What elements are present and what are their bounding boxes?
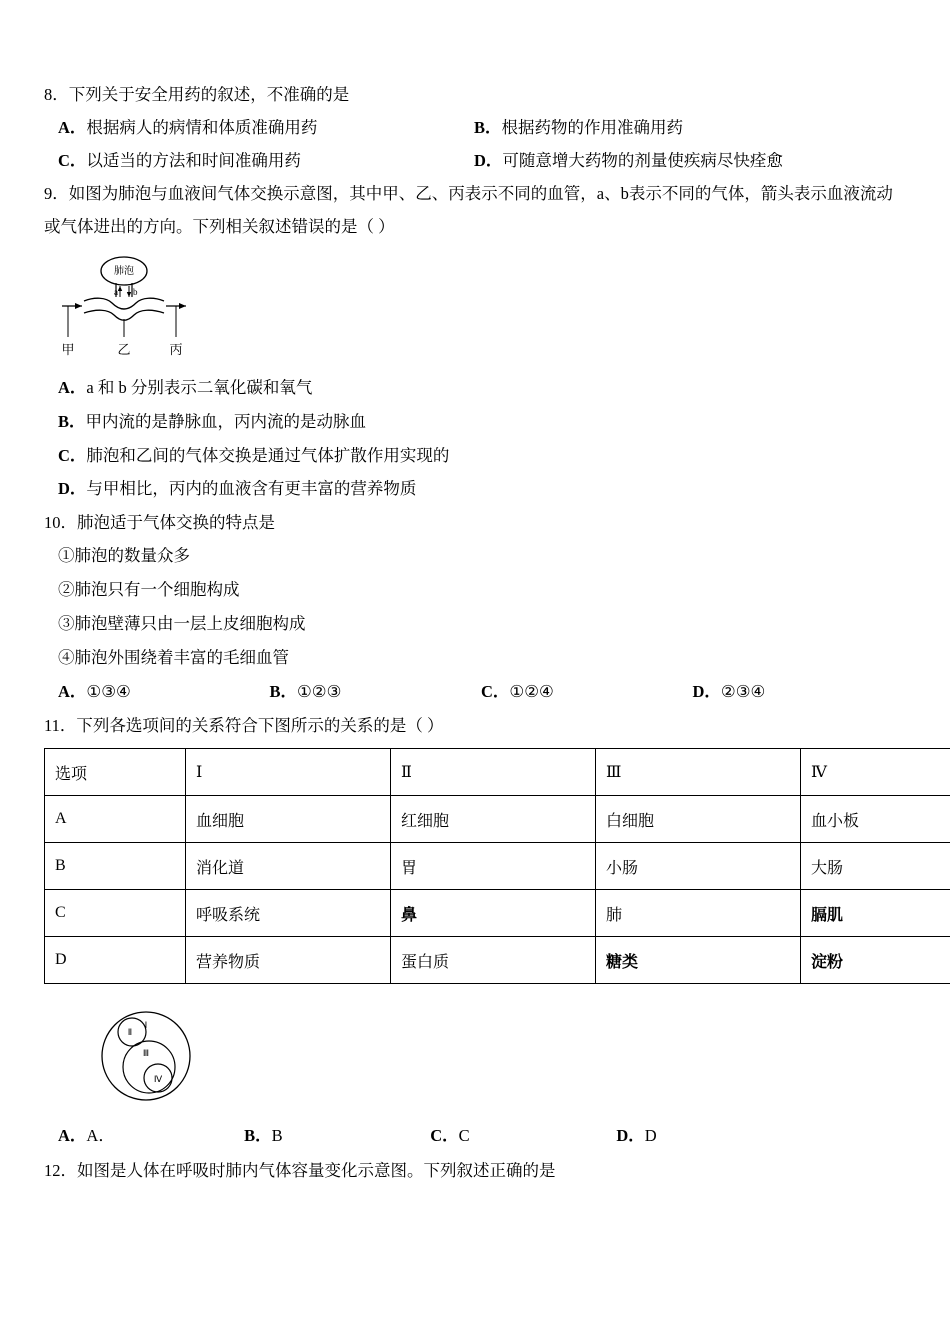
- option-text: ①③④: [86, 681, 131, 701]
- question-8-number: 8．: [44, 85, 69, 104]
- option-text: B: [271, 1126, 283, 1146]
- svg-text:甲: 甲: [61, 342, 75, 357]
- question-10-number: 10．: [44, 513, 77, 533]
- question-9-stem-line1: [44, 177, 904, 210]
- table-cell: 膈肌: [801, 890, 950, 937]
- option-letter: D．: [58, 479, 87, 499]
- question-10-option-d[interactable]: [693, 675, 905, 710]
- page-content: [44, 78, 904, 1187]
- option-text: 根据病人的病情和体质准确用药: [86, 118, 318, 137]
- table-cell: 糖类: [596, 937, 801, 984]
- svg-text:Ⅰ: Ⅰ: [144, 1020, 148, 1031]
- venn-diagram-svg: [84, 1000, 234, 1110]
- table-cell: D: [45, 937, 186, 984]
- table-header-row: [45, 749, 950, 796]
- option-letter: B．: [58, 411, 86, 431]
- question-10-statement-1: ①肺泡的数量众多: [58, 546, 190, 566]
- table-cell: 呼吸系统: [186, 890, 391, 937]
- question-11-stem: [44, 709, 904, 742]
- question-10-option-c[interactable]: [481, 675, 693, 710]
- question-10-statement-4: ④肺泡外围绕着丰富的毛细血管: [58, 647, 289, 667]
- table-row: [45, 937, 950, 984]
- alveolus-gas-exchange-figure: [54, 253, 254, 363]
- relationship-table: [44, 748, 950, 984]
- option-letter: D．: [474, 151, 503, 170]
- option-text: 以适当的方法和时间准确用药: [86, 151, 301, 170]
- question-9-stem-line2: [44, 210, 904, 243]
- question-9-option-b[interactable]: [44, 405, 904, 439]
- table-row: [45, 843, 950, 890]
- option-letter: C．: [58, 445, 87, 465]
- question-8-stem: [44, 78, 904, 111]
- question-9-option-d[interactable]: [44, 472, 904, 506]
- svg-text:Ⅳ: Ⅳ: [153, 1074, 163, 1085]
- svg-text:肺泡: 肺泡: [114, 266, 134, 277]
- question-10-statement-2: ②肺泡只有一个细胞构成: [58, 580, 240, 600]
- question-10-statement-3: ③肺泡壁薄只由一层上皮细胞构成: [58, 613, 306, 633]
- table-cell: 鼻: [391, 890, 596, 937]
- svg-text:乙: 乙: [117, 342, 131, 357]
- option-letter: A．: [58, 1126, 87, 1146]
- table-cell: 白细胞: [596, 796, 801, 843]
- svg-text:丙: 丙: [169, 342, 183, 357]
- table-header-cell: Ⅱ: [391, 749, 596, 796]
- option-text: 可随意增大药物的剂量使疾病尽快痊愈: [502, 151, 783, 170]
- option-letter: A．: [58, 378, 87, 397]
- question-8-options-row-1: [44, 111, 904, 144]
- option-text: 肺泡和乙间的气体交换是通过气体扩散作用实现的: [86, 445, 450, 465]
- option-text: 甲内流的是静脉血，丙内流的是动脉血: [85, 411, 367, 431]
- question-12-text: 如图是人体在呼吸时肺内气体容量变化示意图。下列叙述正确的是: [77, 1161, 556, 1181]
- table-cell: 淀粉: [801, 937, 950, 984]
- question-9-text-2: 或气体进出的方向。下列相关叙述错误的是（ ）: [44, 217, 395, 236]
- table-cell: A: [45, 796, 186, 843]
- alveolus-diagram-svg: [54, 253, 254, 363]
- option-text: A．: [86, 1126, 115, 1146]
- question-10-option-a[interactable]: [58, 675, 270, 710]
- question-11-number: 11．: [44, 716, 77, 736]
- question-8-text: 下列关于安全用药的叙述，不准确的是: [68, 85, 350, 104]
- svg-text:Ⅱ: Ⅱ: [127, 1027, 133, 1038]
- option-letter: A．: [58, 118, 87, 137]
- option-text: ②③④: [720, 681, 766, 701]
- svg-text:a: a: [114, 287, 118, 297]
- venn-relationship-figure: [84, 1000, 234, 1110]
- table-cell: 消化道: [186, 843, 391, 890]
- question-11-option-c[interactable]: [430, 1118, 616, 1154]
- option-text: a 和 b 分别表示二氧化碳和氧气: [86, 378, 313, 397]
- table-cell: 大肠: [801, 843, 950, 890]
- option-letter: B．: [244, 1126, 272, 1146]
- question-11-option-d[interactable]: [616, 1118, 802, 1154]
- table-cell: 小肠: [596, 843, 801, 890]
- question-10-text: 肺泡适于气体交换的特点是: [77, 513, 275, 533]
- table-header-cell: Ⅳ: [801, 749, 950, 796]
- option-text: D: [644, 1126, 657, 1146]
- option-letter: D．: [692, 681, 721, 701]
- table-row: [45, 796, 950, 843]
- question-11-option-b[interactable]: [244, 1118, 430, 1154]
- table-cell: B: [45, 843, 186, 890]
- option-letter: D．: [616, 1126, 645, 1146]
- table-header-cell: Ⅰ: [186, 749, 391, 796]
- question-11-option-a[interactable]: [58, 1118, 244, 1154]
- question-9-text-1: 如图为肺泡与血液间气体交换示意图，其中甲、乙、丙表示不同的血管，a、b表示不同的气体，箭头表示血液流动: [68, 184, 893, 203]
- question-8-option-a[interactable]: [44, 111, 474, 144]
- table-cell: 血小板: [801, 796, 950, 843]
- option-letter: B．: [269, 681, 298, 701]
- question-9-option-a[interactable]: [44, 371, 904, 405]
- question-9-number: 9．: [44, 184, 69, 203]
- option-text: 与甲相比，丙内的血液含有更丰富的营养物质: [86, 479, 417, 499]
- svg-text:b: b: [133, 287, 138, 297]
- option-letter: B．: [474, 118, 502, 137]
- table-cell: 胃: [391, 843, 596, 890]
- question-10-option-b[interactable]: [270, 675, 482, 710]
- question-8-option-c[interactable]: [44, 144, 474, 177]
- question-8-option-b[interactable]: [474, 111, 904, 144]
- table-row: [45, 890, 950, 937]
- table-cell: 血细胞: [186, 796, 391, 843]
- question-12-number: 12．: [44, 1161, 77, 1181]
- table-header-cell: Ⅲ: [596, 749, 801, 796]
- option-text: C: [458, 1126, 470, 1146]
- option-text: ①②③: [297, 681, 342, 701]
- option-letter: A．: [58, 681, 87, 701]
- table-cell: C: [45, 890, 186, 937]
- table-header-cell: 选项: [45, 749, 186, 796]
- table-cell: 营养物质: [186, 937, 391, 984]
- option-letter: C．: [481, 681, 510, 701]
- question-9-option-c[interactable]: [44, 439, 904, 473]
- question-11-text: 下列各选项间的关系符合下图所示的关系的是（ ）: [76, 716, 444, 736]
- svg-text:Ⅲ: Ⅲ: [142, 1048, 150, 1059]
- question-8-options-row-2: [44, 144, 904, 177]
- option-letter: C．: [430, 1126, 459, 1146]
- option-text: 根据药物的作用准确用药: [501, 118, 684, 137]
- table-cell: 红细胞: [391, 796, 596, 843]
- question-8-option-d[interactable]: [474, 144, 904, 177]
- question-11-options-row: [44, 1118, 904, 1154]
- table-cell: 肺: [596, 890, 801, 937]
- option-letter: C．: [58, 151, 87, 170]
- table-cell: 蛋白质: [391, 937, 596, 984]
- option-text: ①②④: [509, 681, 554, 701]
- question-12-stem: [44, 1154, 904, 1187]
- question-10-stem: [44, 506, 904, 539]
- question-10-options-row: [44, 675, 904, 710]
